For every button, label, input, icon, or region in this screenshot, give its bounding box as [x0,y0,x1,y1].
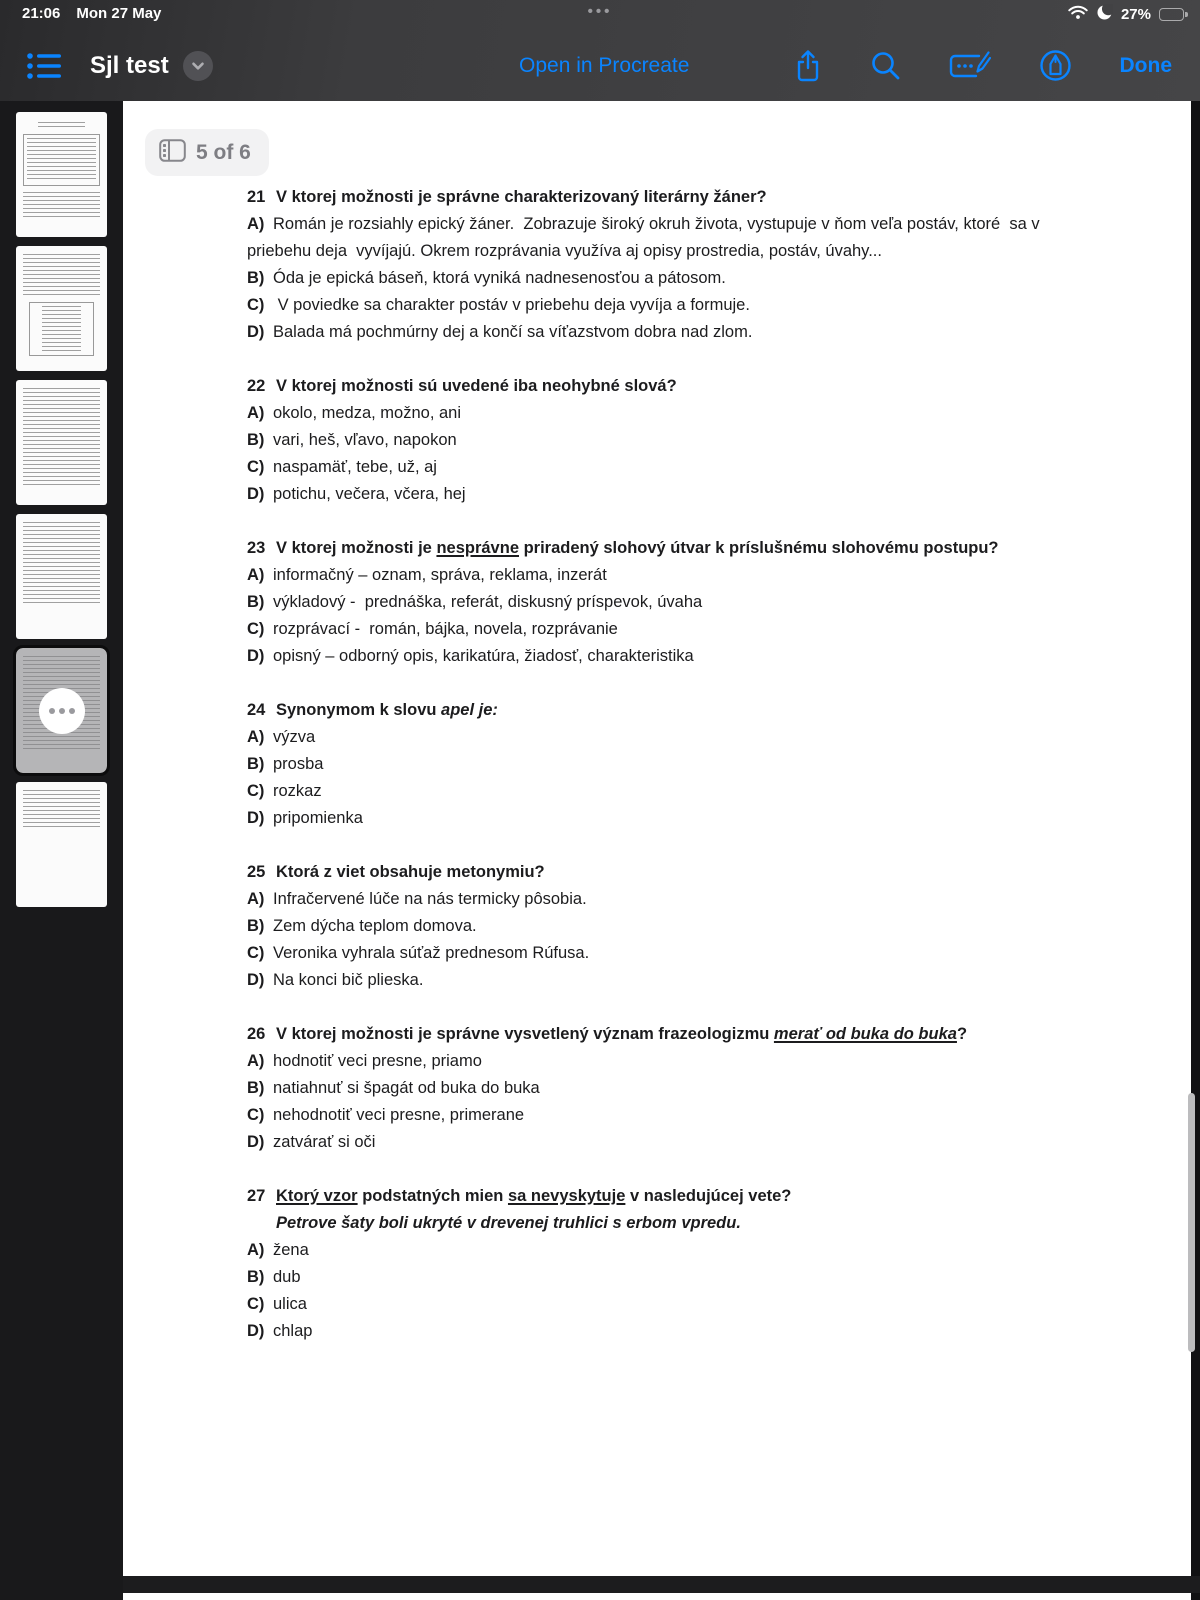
focus-moon-icon [1096,4,1113,25]
option-row: B) Zem dýcha teplom domova. [247,917,477,935]
question-block-21: 21 V ktorej možnosti je správne charakterizovaný literárny žáner? A) Román je rozsiahly epický žáner. Zobrazuje široký okruh života, vystupuje v ňom veľa postáv, ktoré sa v priebehu deja vyvíjajú. Okrem rozprávania využíva aj opisy prostredia, postáv, úvahy... B) Óda je epická báseň, ktorá vyniká nadnesenosťou a pátosom. C) V poviedke sa charakter postáv v priebehu deja vyvíja a formuje. D) Balada má pochmúrny dej a končí sa víťazstvom dobra nad zlom. [247,184,1040,346]
page-divider [123,1576,1200,1593]
battery-icon [1159,8,1184,21]
pencil-circle-icon[interactable] [1039,49,1072,82]
page-thumbnail-3[interactable] [16,380,107,505]
document-title-menu[interactable] [90,51,213,81]
option-row: C) ulica [247,1295,307,1313]
option-row: C) V poviedke sa charakter postáv v priebehu deja vyvíja a formuje. [247,296,750,314]
page-thumbnail-4[interactable] [16,514,107,639]
option-row: B) výkladový - prednáška, referát, diskusný príspevok, úvaha [247,593,703,611]
done-button[interactable]: Done [1119,53,1172,77]
option-row: A) informačný – oznam, správa, reklama, inzerát [247,566,607,584]
option-row: D) opisný – odborný opis, karikatúra, žiadosť, charakteristika [247,647,694,665]
top-chrome [0,0,1200,101]
option-row: B) dub [247,1268,301,1286]
wifi-icon [1068,5,1088,24]
option-row: B) natiahnuť si špagát od buka do buka [247,1079,540,1097]
page-indicator-badge[interactable] [145,129,269,176]
page-indicator-label: 5 of 6 [196,140,251,164]
option-row: D) pripomienka [247,809,363,827]
page-thumbnail-2[interactable] [16,246,107,371]
battery-percent: 27% [1120,6,1151,23]
question-block-22: 22 V ktorej možnosti sú uvedené iba neohybné slová? A) okolo, medza, možno, ani B) vari, heš, vľavo, napokon C) naspamäť, tebe, už, aj D) potichu, večera, včera, hej [247,373,1040,508]
question-block-27: 27 Ktorý vzor podstatných mien sa nevyskytuje v nasledujúcej vete? Petrove šaty boli ukryté v drevenej truhlici s erbom vpredu. A) žena B) dub C) ulica D) chlap [247,1183,1040,1345]
option-row: D) Na konci bič plieska. [247,971,424,989]
thumbnail-list-button[interactable] [26,50,62,82]
option-row: C) nehodnotiť veci presne, primerane [247,1106,525,1124]
thumbnail-sidebar [0,101,123,1600]
open-in-procreate-link[interactable]: Open in Procreate [519,53,690,77]
page-thumbnail-6[interactable] [16,782,107,907]
document-page [123,101,1191,1576]
status-date: Mon 27 May [76,5,162,22]
option-row: D) chlap [247,1322,313,1340]
option-row: D) Balada má pochmúrny dej a končí sa víťazstvom dobra nad zlom. [247,323,753,341]
status-time: 21:06 [22,5,61,22]
sidebar-pages-icon [159,139,186,167]
document-title: Sjl test [90,51,169,79]
search-icon[interactable] [870,50,901,81]
question-block-26: 26 V ktorej možnosti je správne vysvetlený význam frazeologizmu merať od buka do buka? A) hodnotiť veci presne, priamo B) natiahnuť si špagát od buka do buka C) nehodnotiť veci presne, primerane D) zatvárať si oči [247,1021,1040,1156]
option-row: C) rozkaz [247,782,322,800]
option-row: B) Óda je epická báseň, ktorá vyniká nadnesenosťou a pátosom. [247,269,726,287]
option-row: C) Veronika vyhrala súťaž prednesom Rúfusa. [247,944,590,962]
page-thumbnail-1[interactable] [16,112,107,237]
option-row: A) Román je rozsiahly epický žáner. Zobrazuje široký okruh života, vystupuje v ňom veľa postáv, ktoré sa v priebehu deja vyvíjajú. Okrem rozprávania využíva aj opisy prostredia, postáv, úvahy... [247,215,1045,260]
toolbar [0,30,1200,101]
option-row: D) potichu, večera, včera, hej [247,485,466,503]
option-row: B) vari, heš, vľavo, napokon [247,431,457,449]
option-row: A) Infračervené lúče na nás termicky pôsobia. [247,890,587,908]
scrollbar[interactable] [1188,1093,1195,1352]
option-row: A) výzva [247,728,316,746]
question-block-25: 25 Ktorá z viet obsahuje metonymiu? A) Infračervené lúče na nás termicky pôsobia. B) Zem dýcha teplom domova. C) Veronika vyhrala súťaž prednesom Rúfusa. D) Na konci bič plieska. [247,859,1040,994]
share-icon[interactable] [794,49,822,83]
option-row: A) hodnotiť veci presne, priamo [247,1052,482,1070]
chevron-down-icon [183,51,213,81]
option-row: C) rozprávací - román, bájka, novela, rozprávanie [247,620,618,638]
option-row: C) naspamäť, tebe, už, aj [247,458,437,476]
status-ellipsis: ••• [587,3,613,20]
page-thumbnail-5[interactable] [16,648,107,773]
questions-area [247,184,1045,1372]
status-bar [0,0,1200,30]
option-row: B) prosba [247,755,324,773]
option-row: A) žena [247,1241,309,1259]
option-row: D) zatvárať si oči [247,1133,376,1151]
option-row: A) okolo, medza, možno, ani [247,404,462,422]
question-block-23: 23 V ktorej možnosti je nesprávne priradený slohový útvar k príslušnému slohovému postupu? A) informačný – oznam, správa, reklama, inzerát B) výkladový - prednáška, referát, diskusný príspevok, úvaha C) rozprávací - román, bájka, novela, rozprávanie D) opisný – odborný opis, karikatúra, žiadosť, charakteristika [247,535,1040,670]
question-block-24: 24 Synonymom k slovu apel je: A) výzva B) prosba C) rozkaz D) pripomienka [247,697,1040,832]
markup-icon[interactable] [949,50,991,82]
next-page-edge [123,1593,1191,1600]
